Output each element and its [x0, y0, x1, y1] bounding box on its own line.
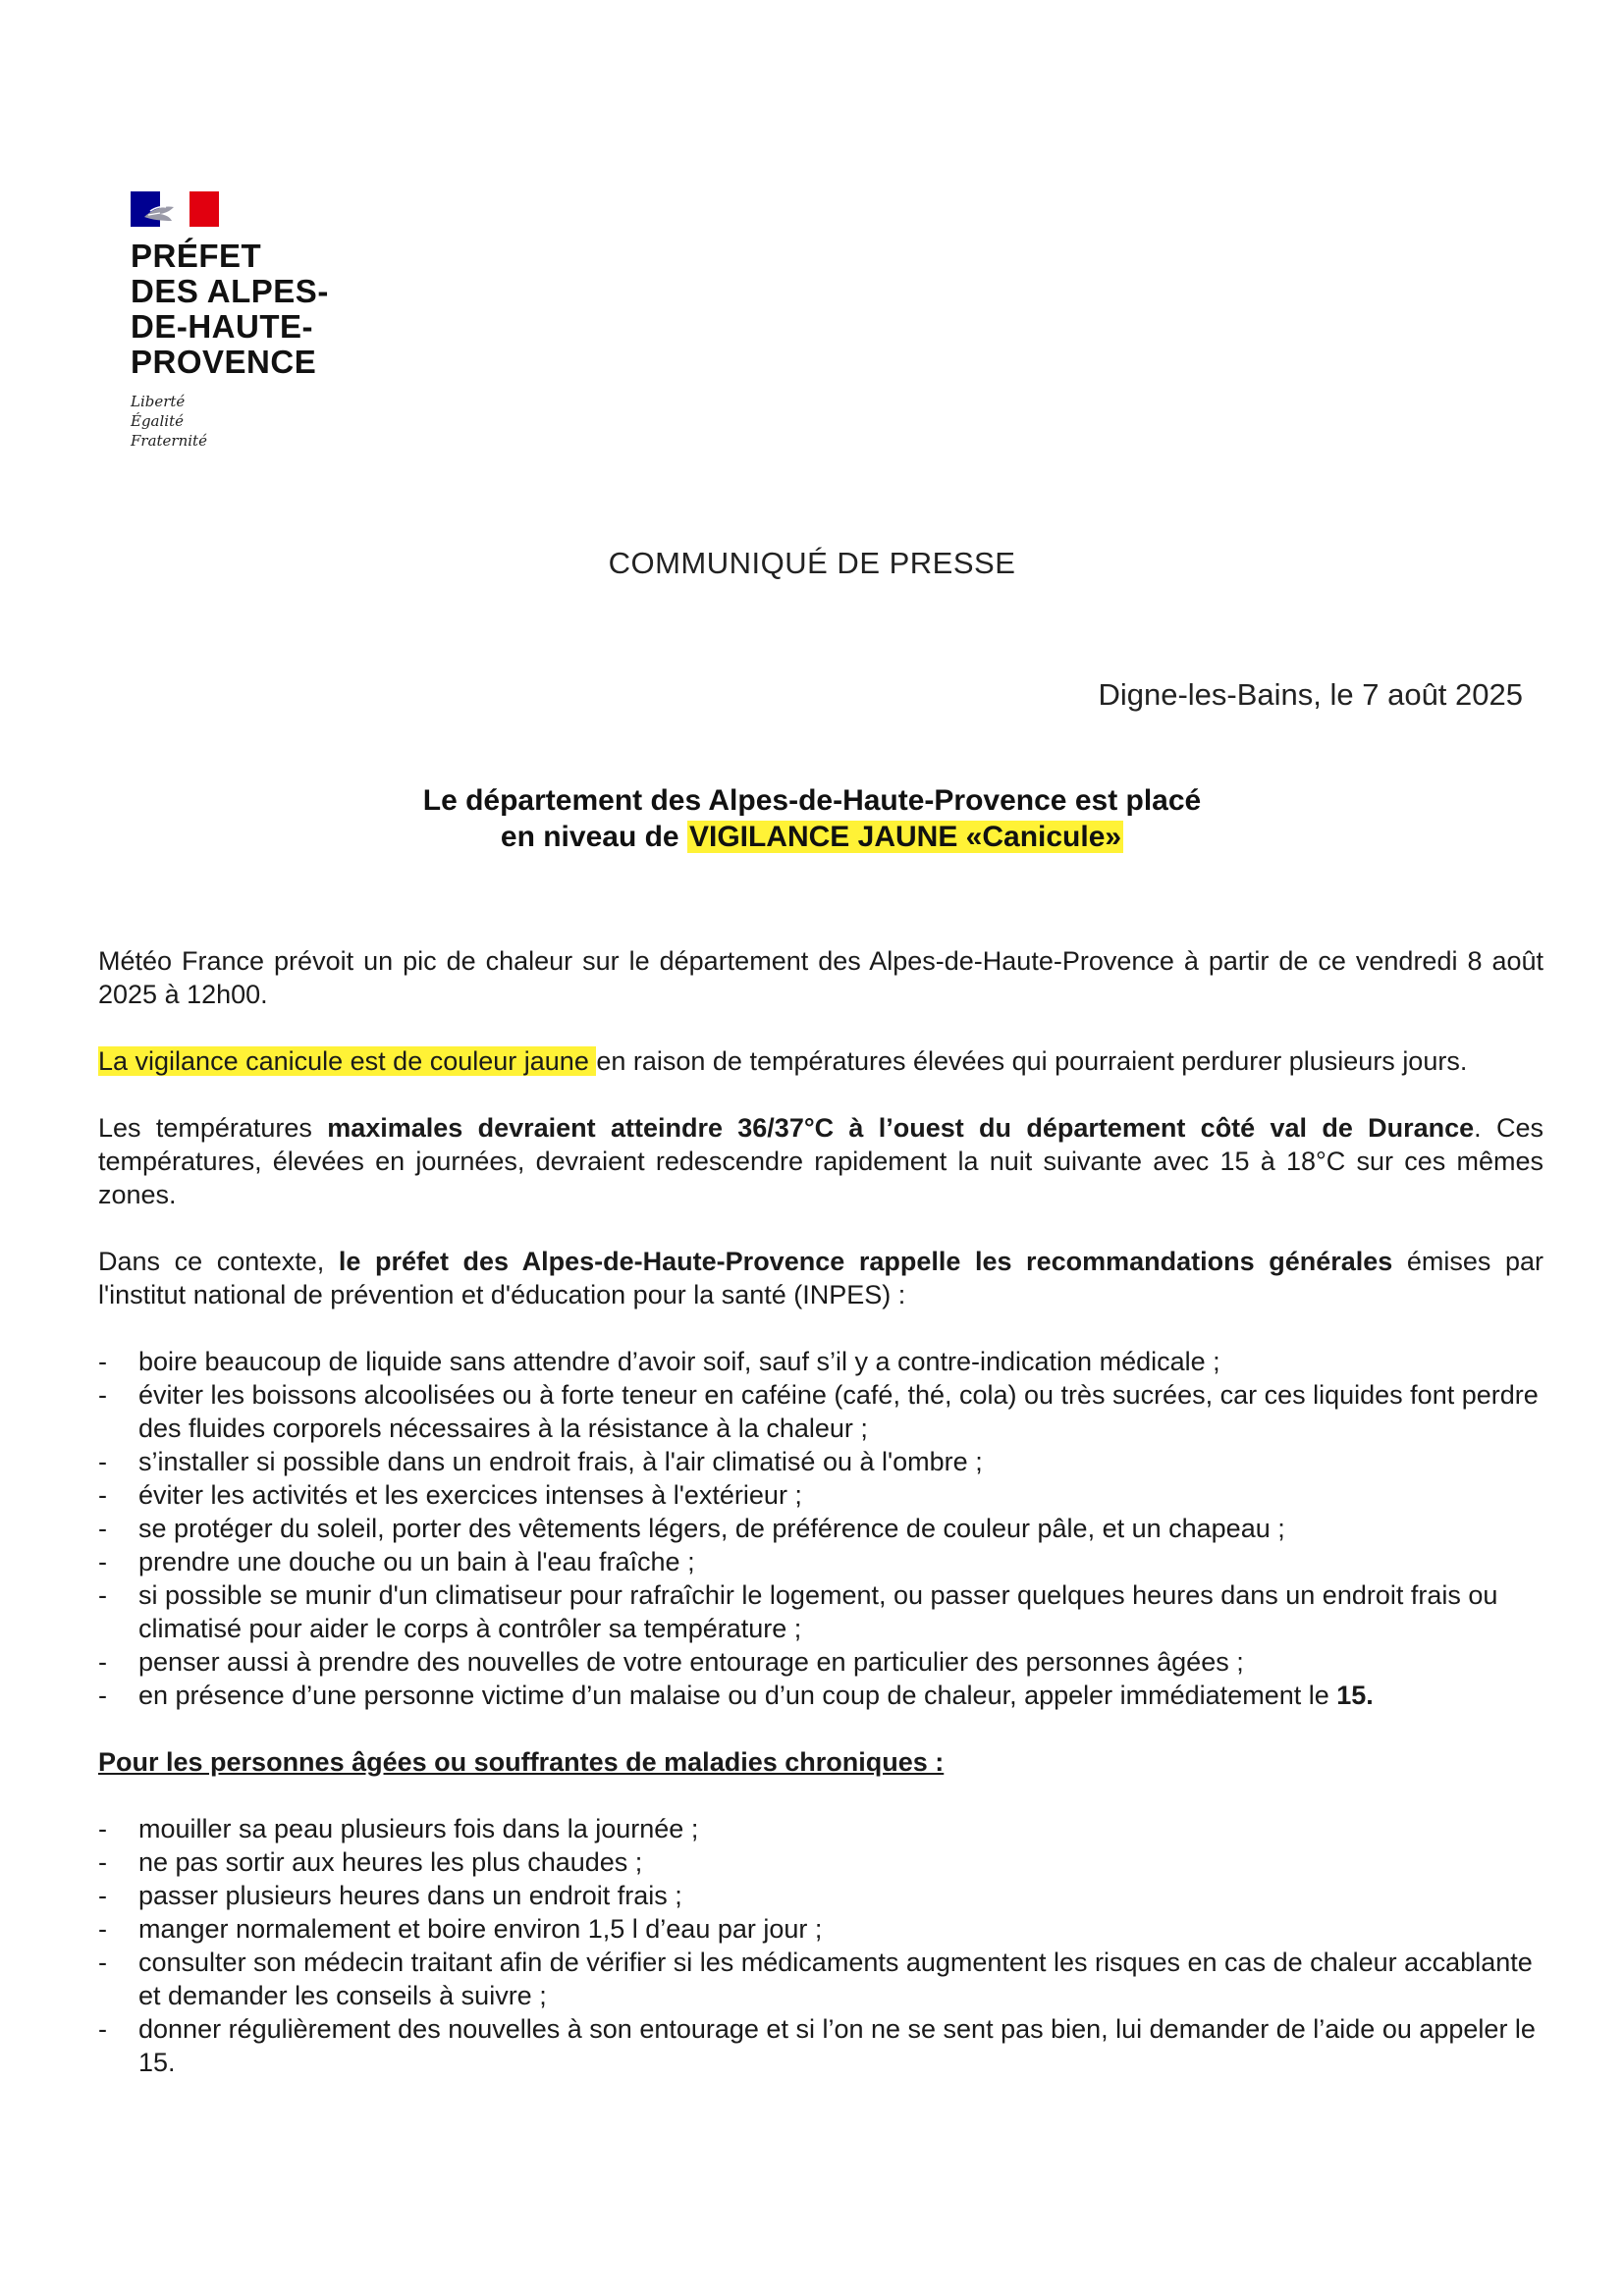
vigilance-text: en raison de températures élevées qui pourraient perdurer plusieurs jours.	[596, 1046, 1468, 1076]
place-and-date: Digne-les-Bains, le 7 août 2025	[1098, 677, 1523, 712]
logo-title-line: PROVENCE	[131, 344, 317, 380]
motto-line: Liberté	[131, 393, 186, 410]
marianne-flag-icon	[131, 191, 219, 227]
motto-line: Égalité	[131, 412, 184, 430]
paragraph-temperatures	[98, 1111, 1543, 1211]
elderly-recommendations-list	[98, 1812, 1543, 2079]
list-item: - se protéger du soleil, porter des vêtements légers, de préférence de couleur pâle, et un chapeau ;	[98, 1512, 1543, 1545]
list-item-emergency	[98, 1679, 1543, 1712]
emergency-number: 15.	[1336, 1681, 1374, 1710]
prefecture-logo	[131, 191, 366, 451]
temperatures-bold: maximales devraient atteindre 36/37°C à l’ouest du département côté val de Durance	[327, 1113, 1475, 1143]
paragraph-vigilance	[98, 1044, 1543, 1078]
list-item: - passer plusieurs heures dans un endroit frais ;	[98, 1879, 1543, 1912]
headline	[0, 782, 1624, 855]
elderly-section-heading: Pour les personnes âgées ou souffrantes de maladies chroniques :	[98, 1747, 945, 1777]
logo-title-line: DES ALPES-	[131, 273, 329, 309]
list-item: - prendre une douche ou un bain à l'eau fraîche ;	[98, 1545, 1543, 1578]
motto-line: Fraternité	[131, 432, 207, 450]
context-bold: le préfet des Alpes-de-Haute-Provence rappelle les recommandations générales	[338, 1247, 1393, 1276]
list-item: - ne pas sortir aux heures les plus chaudes ;	[98, 1845, 1543, 1879]
headline-line-1: Le département des Alpes-de-Haute-Provence est placé	[422, 784, 1202, 817]
temperatures-rest: . Ces températures, élevées en journées, devraient redescendre rapidement la nuit suivante avec 15 à 18°C sur ces mêmes zones.	[98, 1113, 1543, 1209]
general-recommendations-list	[98, 1345, 1543, 1712]
republic-motto	[131, 392, 366, 451]
vigilance-badge: VIGILANCE JAUNE «Canicule»	[688, 821, 1122, 853]
emergency-text: en présence d’une personne victime d’un malaise ou d’un coup de chaleur, appeler immédiatement le	[138, 1681, 1337, 1710]
paragraph-forecast: Météo France prévoit un pic de chaleur sur le département des Alpes-de-Haute-Provence à partir de ce vendredi 8 août 2025 à 12h00.	[98, 946, 1543, 1009]
list-item: - éviter les boissons alcoolisées ou à forte teneur en caféine (café, thé, cola) ou très sucrées, car ces liquides font perdre des fluides corporels nécessaires à la résistance à la chaleur ;	[98, 1378, 1543, 1445]
context-prefix: Dans ce contexte,	[98, 1247, 339, 1276]
headline-prefix: en niveau de	[500, 821, 687, 853]
temperatures-prefix: Les températures	[98, 1113, 328, 1143]
paragraph-context	[98, 1245, 1543, 1311]
vigilance-highlight: La vigilance canicule est de couleur jaune	[98, 1046, 597, 1076]
list-item: - penser aussi à prendre des nouvelles de votre entourage en particulier des personnes âgées ;	[98, 1645, 1543, 1679]
logo-title-line: DE-HAUTE-	[131, 308, 313, 345]
list-item: - si possible se munir d'un climatiseur pour rafraîchir le logement, ou passer quelques heures dans un endroit frais ou climatisé pour aider le corps à contrôler sa température ;	[98, 1578, 1543, 1645]
headline-line-2	[0, 819, 1624, 855]
logo-title-line: PRÉFET	[131, 238, 262, 274]
list-item: - éviter les activités et les exercices intenses à l'extérieur ;	[98, 1478, 1543, 1512]
document-type: COMMUNIQUÉ DE PRESSE	[608, 546, 1016, 580]
list-item: - boire beaucoup de liquide sans attendre d’avoir soif, sauf s’il y a contre-indication médicale ;	[98, 1345, 1543, 1378]
body-text	[98, 944, 1543, 2079]
list-item: - consulter son médecin traitant afin de vérifier si les médicaments augmentent les risques en cas de chaleur accablante et demander les conseils à suivre ;	[98, 1946, 1543, 2012]
list-item: - mouiller sa peau plusieurs fois dans la journée ;	[98, 1812, 1543, 1845]
logo-title	[131, 239, 366, 380]
context-rest: émises par l'institut national de prévention et d'éducation pour la santé (INPES) :	[98, 1247, 1543, 1309]
list-item: - donner régulièrement des nouvelles à son entourage et si l’on ne se sent pas bien, lui demander de l’aide ou appeler le 15.	[98, 2012, 1543, 2079]
list-item: - manger normalement et boire environ 1,5 l d’eau par jour ;	[98, 1912, 1543, 1946]
list-item: - s’installer si possible dans un endroit frais, à l'air climatisé ou à l'ombre ;	[98, 1445, 1543, 1478]
